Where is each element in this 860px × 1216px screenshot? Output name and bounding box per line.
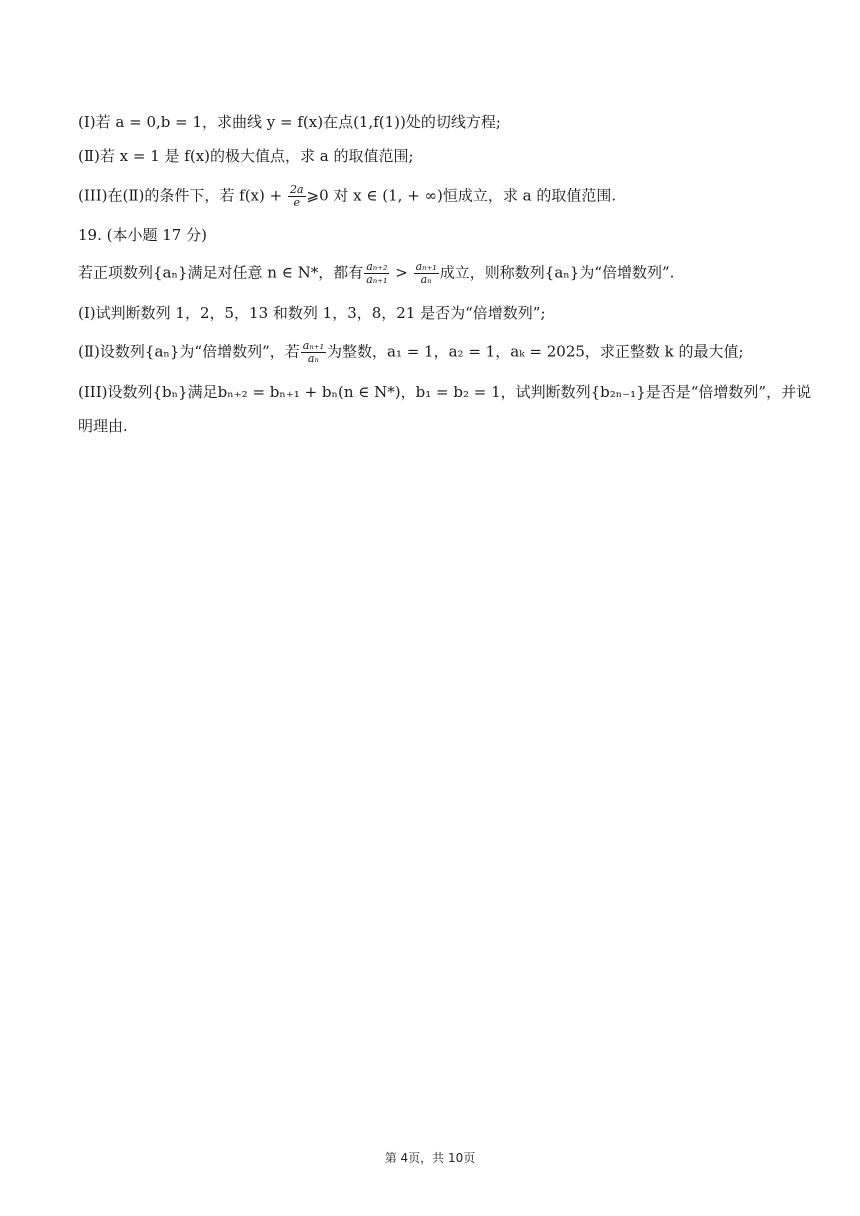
q19-header: [78, 225, 790, 245]
q19-part3-line1: [78, 382, 812, 402]
q19-part1-text: (Ⅰ)试判断数列 1，2，5，13 和数列 1，3，8，21 是否为“倍增数列”;: [78, 304, 546, 322]
q19-def-fraction-1: [364, 261, 389, 286]
fraction-numerator: aₙ₊₂: [366, 260, 388, 273]
q19-def-post: 成立，则称数列{aₙ}为“倍增数列”.: [439, 263, 675, 282]
q18-part3-pre: (III)在(Ⅱ)的条件下，若 f(x) +: [78, 186, 287, 205]
q18-part1-text: (Ⅰ)若 a = 0,b = 1，求曲线 y = f(x)在点(1,f(1))处的切线方程;: [78, 113, 501, 131]
q19-part2-post: 为整数，a₁ = 1，a₂ = 1，aₖ = 2025，求正整数 k 的最大值;: [327, 342, 744, 361]
fraction-numerator: aₙ₊₁: [415, 260, 437, 273]
q18-part3-fraction: [288, 184, 306, 209]
q19-part2-fraction: [301, 340, 326, 365]
fraction-denominator: aₙ₊₁: [366, 273, 388, 286]
q18-part1: [78, 112, 790, 132]
q19-part3-line2: [78, 416, 790, 436]
q19-part3-line1-text: (III)设数列{bₙ}满足bₙ₊₂ = bₙ₊₁ + bₙ(n ∈ N*)，b₁ = b₂ = 1，试判断数列{b₂ₙ₋₁}是否是“倍增数列”，并说: [78, 383, 812, 401]
q19-definition: [78, 261, 790, 286]
q19-def-pre: 若正项数列{aₙ}满足对任意 n ∈ N*，都有: [78, 263, 364, 282]
fraction-denominator: e: [293, 196, 300, 209]
q18-part3: [78, 184, 790, 209]
q18-part2: [78, 146, 790, 166]
q19-header-text: 19. (本小题 17 分): [78, 226, 207, 244]
q18-part2-text: (Ⅱ)若 x = 1 是 f(x)的极大值点，求 a 的取值范围;: [78, 147, 414, 165]
q19-part1: [78, 303, 790, 323]
fraction-denominator: aₙ: [307, 352, 319, 365]
q19-part2: [78, 340, 790, 365]
q19-def-fraction-2: [414, 261, 439, 286]
fraction-numerator: 2a: [289, 183, 304, 196]
page-number-label: 第 4页，共 10页: [384, 1151, 476, 1165]
fraction-denominator: aₙ: [420, 273, 432, 286]
q18-part3-post: ⩾0 对 x ∈ (1, + ∞)恒成立，求 a 的取值范围.: [306, 186, 617, 205]
page-footer: [0, 1149, 860, 1166]
q19-part3-line2-text: 明理由.: [78, 417, 128, 435]
fraction-numerator: aₙ₊₁: [302, 339, 324, 352]
q19-part2-pre: (Ⅱ)设数列{aₙ}为“倍增数列”，若: [78, 342, 300, 361]
greater-than-sign: >: [390, 263, 413, 282]
